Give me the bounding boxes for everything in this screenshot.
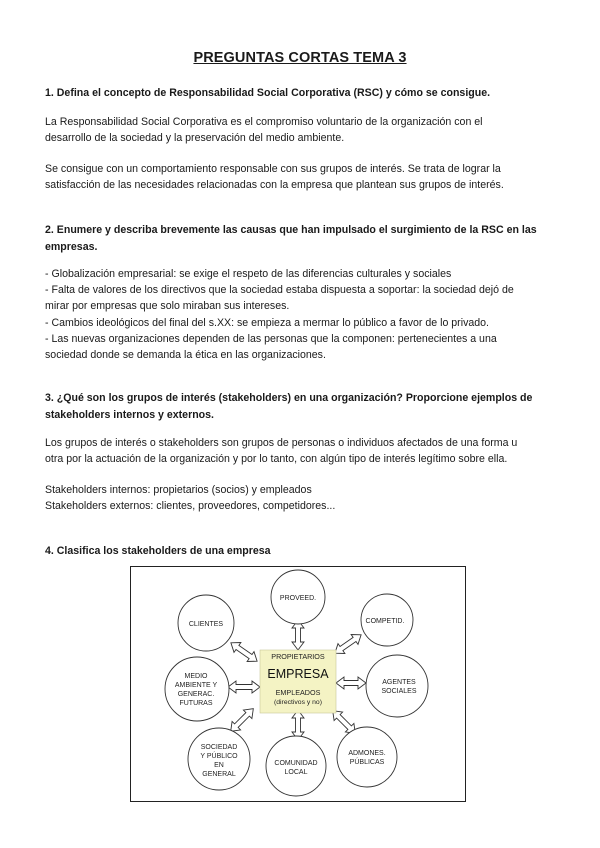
node-admones [337, 727, 397, 787]
node-label: SOCIALES [381, 688, 417, 695]
node-label: ADMONES. [348, 750, 386, 757]
text-line: Stakeholders externos: clientes, proveedores, competidores... [45, 500, 336, 513]
node-label: GENERAL [202, 771, 236, 778]
stakeholders-diagram [130, 566, 466, 802]
node-label: Y PÚBLICO [200, 753, 238, 760]
center-bottom-label: EMPLEADOS [275, 688, 321, 697]
node-label: AMBIENTE Y [174, 682, 218, 689]
list-item: - Cambios ideológicos del final del s.XX: se empieza a mermar lo público a favor de lo privado. [45, 316, 489, 329]
list-item: - Las nuevas organizaciones dependen de las personas que la componen: pertenecientes a una [45, 332, 497, 345]
list-item: - Falta de valores de los directivos que la sociedad estaba dispuesta a soportar: la sociedad dejó de [45, 284, 514, 297]
node-label: PROVEED. [279, 595, 317, 602]
text-line: Los grupos de interés o stakeholders son grupos de personas o individuos afectados de una forma u [45, 437, 518, 449]
list-item: sociedad donde se demanda la ética en las organizaciones. [45, 349, 326, 362]
question-3 [45, 390, 557, 423]
node-medio [165, 657, 229, 721]
q1-definition [45, 114, 560, 146]
node-label: GENERAC. [177, 691, 215, 698]
text-line: Stakeholders internos: propietarios (socios) y empleados [45, 484, 312, 496]
list-item: - Globalización empresarial: se exige el respeto de las diferencias culturales y sociales [45, 268, 452, 280]
list-item: mirar por empresas que solo miraban sus intereses. [45, 300, 290, 313]
q2-causes-list [45, 266, 560, 363]
q3-examples [45, 482, 560, 514]
page-title: PREGUNTAS CORTAS TEMA 3 [193, 50, 407, 66]
node-agentes [366, 655, 428, 717]
question-line: 3. ¿Qué son los grupos de interés (stakeholders) en una organización? Proporcione ejemplos de [45, 392, 533, 404]
node-label: EN [214, 762, 224, 769]
node-label: PÚBLICAS [349, 759, 385, 766]
question-2 [45, 222, 557, 255]
node-label: COMPETID. [365, 618, 405, 625]
node-label: AGENTES [382, 679, 416, 686]
question-line: empresas. [45, 240, 98, 253]
q1-how [45, 161, 560, 193]
text-line: otra por la actuación de la organización y por lo tanto, con algún tipo de interés legítimo sobre ella. [45, 453, 508, 466]
question-line: 2. Enumere y describa brevemente las causas que han impulsado el surgimiento de la RSC en las [45, 224, 537, 236]
question-4: 4. Clasifica los stakeholders de una empresa [45, 545, 271, 557]
question-1: 1. Defina el concepto de Responsabilidad Social Corporativa (RSC) y cómo se consigue. [45, 87, 491, 99]
text-line: Se consigue con un comportamiento responsable con sus grupos de interés. Se trata de lograr la [45, 163, 501, 175]
node-label: SOCIEDAD [200, 744, 238, 751]
node-label: MEDIO [184, 673, 208, 680]
q3-definition [45, 435, 560, 467]
text-line: La Responsabilidad Social Corporativa es el compromiso voluntario de la organización con el [45, 116, 483, 128]
center-bottom-sublabel: (directivos y no) [274, 699, 322, 706]
node-label: CLIENTES [188, 621, 224, 628]
question-line: stakeholders internos y externos. [45, 408, 214, 421]
text-line: desarrollo de la sociedad y la preservación del medio ambiente. [45, 132, 345, 145]
node-label: FUTURAS [179, 700, 213, 707]
center-top-label: PROPIETARIOS [271, 652, 325, 661]
center-main-label: EMPRESA [267, 667, 329, 681]
node-label: LOCAL [284, 769, 308, 776]
text-line: satisfacción de las necesidades relacionadas con la empresa que plantean sus grupos de interés. [45, 179, 504, 192]
node-label: COMUNIDAD [274, 760, 318, 767]
